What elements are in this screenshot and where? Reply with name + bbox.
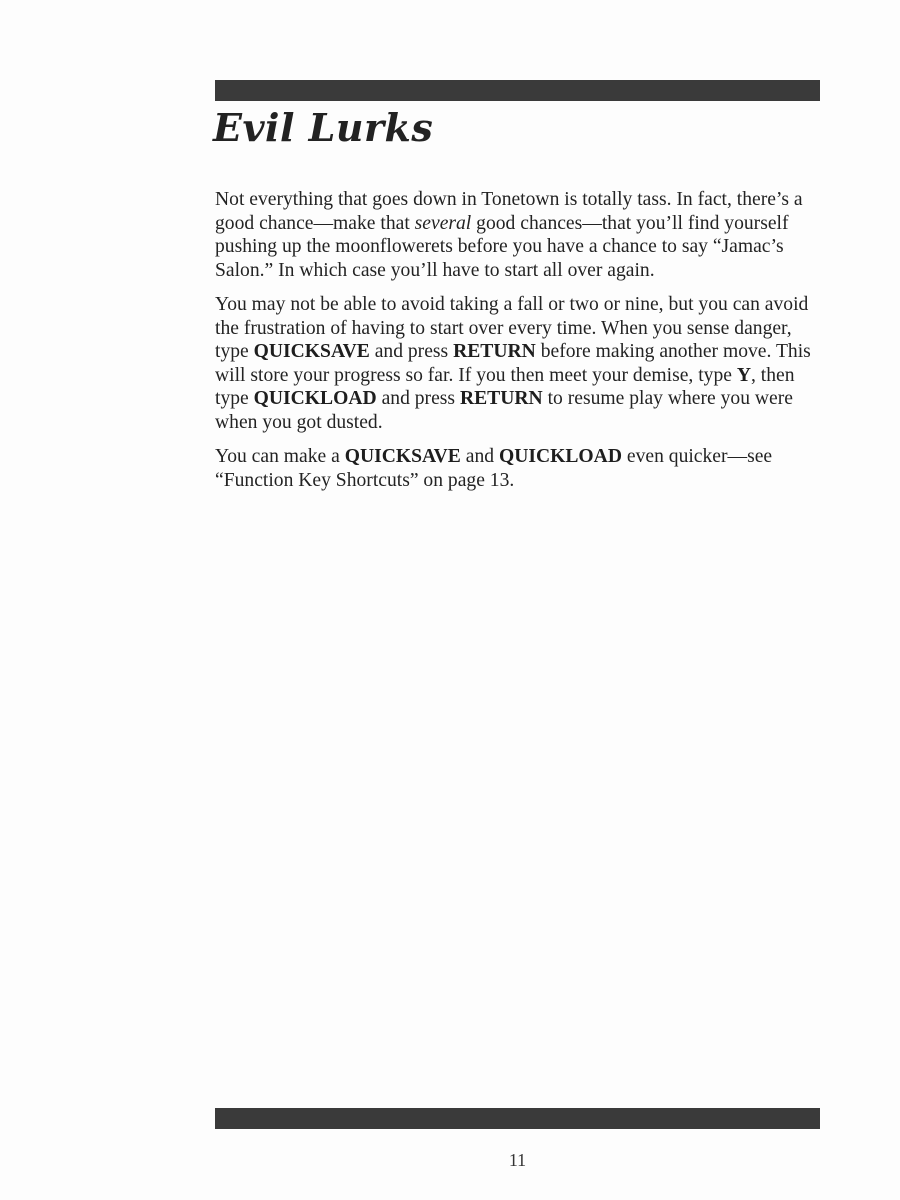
intro-text-2: good chances—that you’ll find yourself pushing up the moonflowerets before you have a chance to say “Jamac’s Salon.” In which case you’ll have to start all over again. — [215, 212, 789, 281]
top-rule — [215, 80, 820, 101]
instructions-text-5: and press — [376, 388, 460, 409]
shortcuts-text-3: even quicker—see “Function Key Shortcuts” on page 13. — [215, 446, 773, 491]
keyword-quickload: QUICKLOAD — [498, 446, 622, 467]
body-text — [215, 188, 825, 503]
keyword-quicksave: QUICKSAVE — [253, 341, 370, 362]
shortcuts-text-2: and — [460, 446, 499, 467]
instructions-text-1: You may not be able to avoid taking a fall or two or nine, but you can avoid the frustration of having to start over every time. When you sense danger, type — [215, 294, 809, 362]
emphasis-several: several — [414, 212, 472, 234]
page-title: Evil Lurks — [213, 105, 434, 150]
keyword-quickload: QUICKLOAD — [253, 388, 377, 409]
paragraph-quicksave-instructions — [215, 293, 825, 434]
bottom-rule — [215, 1108, 820, 1129]
keyword-return: RETURN — [459, 388, 543, 409]
keyword-y: Y — [736, 364, 751, 386]
paragraph-intro — [215, 188, 825, 282]
page-number: 11 — [508, 1150, 527, 1170]
shortcuts-text-1: You can make a — [215, 446, 345, 467]
instructions-text-3: before making another move. This will store your progress so far. If you then meet your demise, type — [215, 341, 811, 386]
paragraph-shortcuts — [215, 445, 825, 492]
keyword-return: RETURN — [453, 341, 536, 362]
keyword-quicksave: QUICKSAVE — [344, 446, 461, 467]
intro-text-1: Not everything that goes down in Tonetown is totally tass. In fact, there’s a good chance—make that — [215, 189, 803, 234]
instructions-text-2: and press — [369, 341, 454, 362]
instructions-text-6: to resume play where you were when you got dusted. — [215, 388, 793, 433]
instructions-text-4: , then type — [215, 364, 795, 409]
